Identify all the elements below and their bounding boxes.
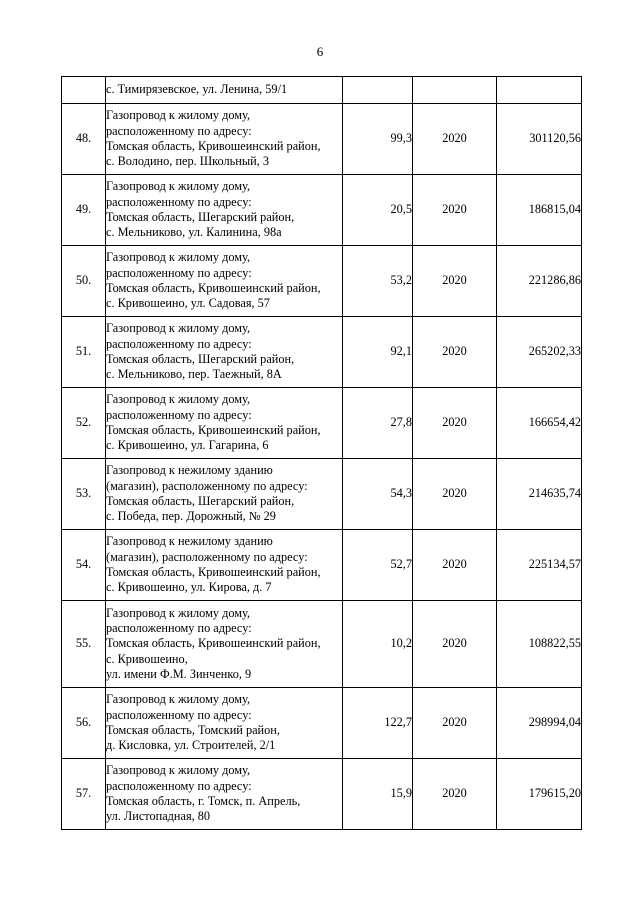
cost-cell: 108822,55 (497, 601, 582, 688)
cost-cell (497, 77, 582, 104)
object-name-cell (106, 688, 343, 759)
object-name-line: расположенному по адресу: (106, 265, 252, 280)
table-row (62, 317, 582, 388)
cost-cell: 265202,33 (497, 317, 582, 388)
length-cell: 27,8 (343, 388, 413, 459)
object-name-line: расположенному по адресу: (106, 621, 252, 636)
year-cell: 2020 (413, 688, 497, 759)
object-name-cell (106, 77, 343, 104)
object-name-line: ул. имени Ф.М. Зинченко, 9 (106, 666, 252, 681)
object-name-line: Томская область, Кривошеинский район, (106, 139, 321, 153)
cost-cell: 214635,74 (497, 459, 582, 530)
object-name-cell (106, 388, 343, 459)
year-cell: 2020 (413, 317, 497, 388)
object-name-line: с. Володино, пер. Школьный, 3 (106, 154, 269, 169)
length-cell: 52,7 (343, 530, 413, 601)
object-name-line: с. Кривошеино, ул. Гагарина, 6 (106, 438, 269, 453)
object-name-line: Томская область, Шегарский район, (106, 210, 295, 224)
object-name-line: Газопровод к жилому дому, (106, 179, 251, 194)
row-number-cell: 49. (62, 175, 106, 246)
object-name-line: (магазин), расположенному по адресу: (106, 549, 308, 564)
object-name-line: Газопровод к нежилому зданию (106, 534, 273, 549)
object-name-line: (магазин), расположенному по адресу: (106, 478, 308, 493)
object-name-line: с. Мельниково, пер. Таежный, 8А (106, 367, 282, 382)
row-number-cell: 57. (62, 759, 106, 830)
object-name-line: Томская область, Кривошеинский район, (106, 423, 321, 437)
year-cell (413, 77, 497, 104)
cost-cell: 225134,57 (497, 530, 582, 601)
object-name-line: расположенному по адресу: (106, 407, 252, 422)
object-name-line: Газопровод к жилому дому, (106, 108, 251, 123)
cost-cell: 221286,86 (497, 246, 582, 317)
row-number-cell: 55. (62, 601, 106, 688)
object-name-line: расположенному по адресу: (106, 194, 252, 209)
row-number-cell (62, 77, 106, 104)
object-name-line: Томская область, Кривошеинский район, (106, 636, 321, 651)
object-name-line: расположенному по адресу: (106, 123, 252, 138)
length-cell: 53,2 (343, 246, 413, 317)
page-number: 6 (316, 44, 324, 59)
length-cell: 54,3 (343, 459, 413, 530)
year-cell: 2020 (413, 601, 497, 688)
length-cell: 92,1 (343, 317, 413, 388)
row-number-cell: 54. (62, 530, 106, 601)
length-cell: 99,3 (343, 104, 413, 175)
cost-cell: 298994,04 (497, 688, 582, 759)
object-name-line: расположенному по адресу: (106, 778, 252, 793)
row-number-cell: 50. (62, 246, 106, 317)
table-row (62, 246, 582, 317)
year-cell: 2020 (413, 104, 497, 175)
table-body (62, 77, 582, 830)
object-name-line: Томская область, г. Томск, п. Апрель, (106, 794, 301, 808)
object-name-line: Томская область, Кривошеинский район, (106, 281, 321, 295)
object-name-line: Томская область, Кривошеинский район, (106, 565, 321, 579)
object-name-line: Газопровод к жилому дому, (106, 692, 251, 707)
object-name-line: Газопровод к жилому дому, (106, 321, 251, 336)
table-row (62, 688, 582, 759)
year-cell: 2020 (413, 388, 497, 459)
object-name-line: Газопровод к жилому дому, (106, 605, 251, 620)
object-name-line: Газопровод к нежилому зданию (106, 463, 273, 478)
object-name-line: расположенному по адресу: (106, 707, 252, 722)
object-name-line: с. Кривошеино, (106, 651, 188, 666)
length-cell: 20,5 (343, 175, 413, 246)
object-name-line: с. Тимирязевское, ул. Ленина, 59/1 (106, 82, 288, 97)
table-row (62, 77, 582, 104)
table-row (62, 388, 582, 459)
object-name-line: Газопровод к жилому дому, (106, 763, 251, 778)
objects-table (61, 76, 582, 830)
year-cell: 2020 (413, 246, 497, 317)
object-name-line: Газопровод к жилому дому, (106, 392, 251, 407)
length-cell: 15,9 (343, 759, 413, 830)
year-cell: 2020 (413, 459, 497, 530)
table-row (62, 459, 582, 530)
object-name-cell (106, 459, 343, 530)
year-cell: 2020 (413, 759, 497, 830)
cost-cell: 301120,56 (497, 104, 582, 175)
length-cell: 122,7 (343, 688, 413, 759)
object-name-line: ул. Листопадная, 80 (106, 809, 211, 824)
row-number-cell: 53. (62, 459, 106, 530)
object-name-line: Томская область, Томский район, (106, 723, 280, 737)
object-name-line: с. Кривошеино, ул. Садовая, 57 (106, 296, 270, 311)
year-cell: 2020 (413, 175, 497, 246)
object-name-cell (106, 175, 343, 246)
object-name-line: с. Мельниково, ул. Калинина, 98а (106, 225, 282, 240)
table-row (62, 759, 582, 830)
row-number-cell: 51. (62, 317, 106, 388)
object-name-line: Томская область, Шегарский район, (106, 352, 295, 366)
table-row (62, 104, 582, 175)
table-row (62, 601, 582, 688)
cost-cell: 179615,20 (497, 759, 582, 830)
object-name-line: с. Кривошеино, ул. Кирова, д. 7 (106, 580, 272, 595)
length-cell: 10,2 (343, 601, 413, 688)
row-number-cell: 56. (62, 688, 106, 759)
length-cell (343, 77, 413, 104)
table-row (62, 530, 582, 601)
object-name-cell (106, 317, 343, 388)
object-name-line: д. Кисловка, ул. Строителей, 2/1 (106, 738, 276, 753)
cost-cell: 166654,42 (497, 388, 582, 459)
object-name-cell (106, 530, 343, 601)
object-name-line: расположенному по адресу: (106, 336, 252, 351)
row-number-cell: 52. (62, 388, 106, 459)
year-cell: 2020 (413, 530, 497, 601)
row-number-cell: 48. (62, 104, 106, 175)
object-name-line: с. Победа, пер. Дорожный, № 29 (106, 509, 276, 524)
cost-cell: 186815,04 (497, 175, 582, 246)
object-name-cell (106, 104, 343, 175)
object-name-cell (106, 246, 343, 317)
object-name-line: Томская область, Шегарский район, (106, 494, 295, 508)
object-name-cell (106, 601, 343, 688)
object-name-line: Газопровод к жилому дому, (106, 250, 251, 265)
table-row (62, 175, 582, 246)
object-name-cell (106, 759, 343, 830)
